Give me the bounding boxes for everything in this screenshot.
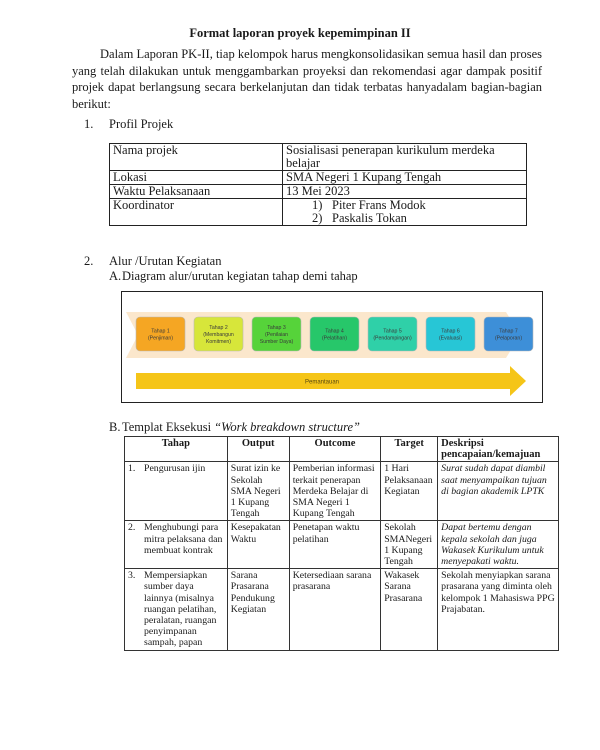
wbs-cell-deskripsi: Dapat bertemu dengan kepala sekolah dan juga Wakasek Kurikulum untuk menyepakati waktu. [438, 521, 559, 569]
profile-row [110, 144, 527, 171]
flow-step-label: (Pelatihan) [321, 335, 348, 342]
profile-value: SMA Negeri 1 Kupang Tengah [283, 171, 527, 185]
flow-diagram [121, 291, 543, 403]
intro-text: Dalam Laporan PK-II, tiap kelompok harus mengkonsolidasikan semua hasil dan proses yang telah dilakukan untuk menggambarkan proyeksi dan rekomendasi agar dampak positif projek dapat berlangsung secara berkelanjutan dan tidak terbatas hanyadalam bagian-bagian berikut: [72, 47, 542, 111]
wbs-cell-tahap: 1. Pengurusan ijin [125, 462, 228, 521]
wbs-table [124, 436, 559, 651]
profile-key: Nama projek [110, 144, 283, 171]
wbs-cell-output: Sarana Prasarana Pendukung Kegiatan [227, 569, 289, 650]
flow-step-label: (Penjiman) [147, 335, 174, 342]
wbs-cell-tahap: 3. Mempersiapkan sumber daya lainnya (misalnya ruangan pelatihan, peralatan, ruangan penyimpanan sampah, papan [125, 569, 228, 650]
wbs-cell-deskripsi: Surat sudah dapat diambil saat menyampaikan tujuan di bagian akademik LPTK [438, 462, 559, 521]
profile-table [109, 143, 527, 226]
wbs-header: Deskripsi pencapaian/kemajuan [438, 437, 559, 462]
profile-key: Lokasi [110, 171, 283, 185]
flow-step-label: Tahap 1 [151, 328, 170, 335]
subsection-b-title-italic: “Work breakdown structure” [214, 420, 361, 434]
wbs-header: Outcome [289, 437, 381, 462]
wbs-cell-target: Wakasek Sarana Prasarana [381, 569, 438, 650]
intro-paragraph [72, 46, 542, 112]
profile-key: Koordinator [110, 199, 283, 226]
profile-row [110, 185, 527, 199]
flow-diagram-svg [122, 292, 542, 402]
flow-step-label: Tahap 2 [209, 325, 228, 331]
wbs-header: Target [381, 437, 438, 462]
flow-step-label: Komitmen) [205, 339, 232, 345]
section-2-heading [84, 254, 221, 269]
section-1-number: 1. [84, 117, 94, 131]
section-2-number: 2. [84, 254, 94, 268]
subsection-b-number: B. [109, 420, 121, 434]
flow-step-label: Tahap 6 [441, 328, 460, 335]
flow-step-label: Tahap 7 [499, 328, 518, 335]
section-1-heading [84, 117, 173, 132]
wbs-cell-output: Surat izin ke Sekolah SMA Negeri 1 Kupang Tengah [227, 462, 289, 521]
wbs-row [125, 521, 559, 569]
section-1-title: Profil Projek [109, 117, 174, 131]
flow-step-label: Tahap 3 [267, 325, 286, 331]
wbs-cell-output: Kesepakatan Waktu [227, 521, 289, 569]
flow-step-label: (Pendampingan) [373, 335, 412, 342]
wbs-header-row [125, 437, 559, 462]
flow-step-label: Tahap 4 [325, 328, 344, 335]
wbs-cell-deskripsi: Sekolah menyiapkan sarana prasarana yang diminta oleh kelompok 1 Mahasiswa PPG Prajabatan. [438, 569, 559, 650]
wbs-header: Output [227, 437, 289, 462]
coordinator-list [286, 199, 523, 225]
profile-row [110, 171, 527, 185]
flow-step-label: (Membangun [203, 332, 234, 338]
profile-value: Sosialisasi penerapan kurikulum merdeka belajar [283, 144, 527, 171]
subsection-b-title-prefix: Templat Eksekusi [122, 420, 215, 434]
flow-step-label: (Penilaian [264, 332, 289, 338]
flow-step-label: Sumber Daya) [259, 339, 294, 345]
flow-step-label: (Pelaporan) [494, 335, 523, 342]
flow-step-label: Tahap 5 [383, 328, 402, 335]
wbs-cell-target: Sekolah SMANegeri 1 Kupang Tengah [381, 521, 438, 569]
document-title: Format laporan proyek kepemimpinan II [189, 26, 411, 40]
wbs-cell-outcome: Pemberian informasi terkait penerapan Merdeka Belajar di SMA Negeri 1 Kupang Tengah [289, 462, 381, 521]
subsection-b-heading [109, 420, 360, 435]
wbs-row [125, 462, 559, 521]
subsection-a-heading [109, 269, 358, 284]
profile-row [110, 199, 527, 226]
coordinator-cell [283, 199, 527, 226]
flow-monitoring-label: Pemantauan [304, 379, 340, 386]
wbs-row [125, 569, 559, 650]
wbs-cell-outcome: Ketersediaan sarana prasarana [289, 569, 381, 650]
coordinator-item: 2) Paskalis Tokan [312, 211, 407, 225]
subsection-a-title: Diagram alur/urutan kegiatan tahap demi tahap [122, 269, 358, 283]
coordinator-item: 1) Piter Frans Modok [312, 198, 426, 212]
wbs-cell-tahap: 2. Menghubungi para mitra pelaksana dan membuat kontrak [125, 521, 228, 569]
wbs-cell-outcome: Penetapan waktu pelatihan [289, 521, 381, 569]
section-2-title: Alur /Urutan Kegiatan [109, 254, 222, 268]
flow-step-label: (Evaluasi) [438, 335, 463, 342]
profile-key: Waktu Pelaksanaan [110, 185, 283, 199]
profile-value: 13 Mei 2023 [283, 185, 527, 199]
subsection-a-number: A. [109, 269, 122, 283]
wbs-cell-target: 1 Hari Pelaksanaan Kegiatan [381, 462, 438, 521]
wbs-header: Tahap [125, 437, 228, 462]
